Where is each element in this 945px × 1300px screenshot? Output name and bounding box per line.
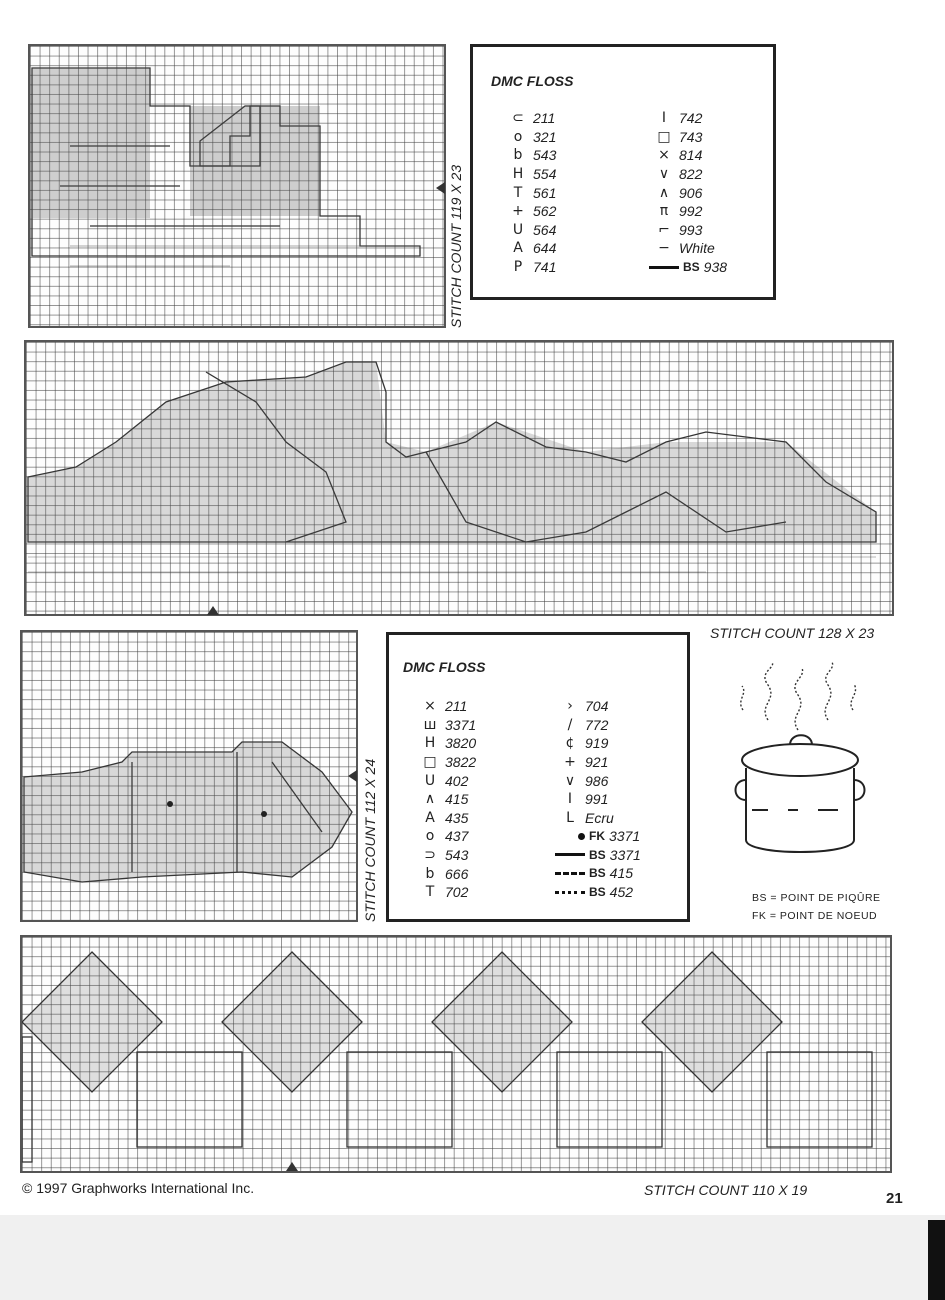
stitch-symbol: ¢	[565, 735, 575, 752]
scan-margin	[0, 1215, 945, 1300]
dmc-floss-legend-1	[470, 44, 776, 300]
legend-bs-column	[649, 258, 774, 277]
backstitch-note: BS = POINT DE PIQÛRE	[752, 892, 881, 904]
stitch-count-chart-1: STITCH COUNT 119 X 23	[448, 164, 464, 328]
legend-row	[649, 183, 749, 202]
stitch-symbol: +	[564, 754, 576, 771]
stitch-symbol: o	[513, 128, 523, 145]
legend-row	[503, 165, 603, 184]
legend-row	[555, 716, 655, 735]
legend-row	[555, 734, 655, 753]
stitch-symbol: I	[661, 110, 667, 127]
dmc-floss-legend-2	[386, 632, 690, 922]
legend-row	[555, 846, 680, 865]
stitch-symbol: □	[657, 128, 671, 145]
floss-code: 402	[445, 772, 469, 789]
floss-code: 993	[679, 221, 703, 238]
stitch-symbol: ›	[567, 698, 573, 715]
center-marker	[348, 770, 357, 782]
stitch-symbol: ×	[424, 698, 436, 715]
floss-code: 906	[679, 184, 703, 201]
floss-code: 452	[609, 884, 634, 901]
chart-4-motif	[22, 937, 894, 1175]
floss-code: 822	[679, 166, 703, 183]
floss-code: 211	[533, 110, 556, 127]
legend-row	[649, 165, 749, 184]
stitch-symbol: −	[658, 240, 670, 257]
floss-code: 938	[703, 259, 728, 276]
floss-code: 644	[533, 240, 557, 257]
stitch-symbol: ⊂	[512, 110, 524, 127]
stitch-count-chart-3: STITCH COUNT 112 X 24	[362, 758, 378, 922]
floss-code: 3371	[609, 828, 641, 845]
floss-code: 437	[445, 828, 469, 845]
stitch-symbol: ∨	[564, 772, 576, 789]
legend-row	[415, 734, 515, 753]
floss-code: 3371	[609, 846, 641, 863]
page-number: 21	[886, 1190, 903, 1207]
legend-row	[503, 221, 603, 240]
legend-right-column	[649, 109, 749, 258]
floss-code: White	[679, 240, 715, 257]
legend-row	[415, 827, 515, 846]
stitch-symbol: A	[513, 240, 523, 257]
stitch-symbol: ∧	[424, 791, 436, 808]
legend-row	[415, 790, 515, 809]
floss-code: 211	[445, 698, 468, 715]
legend-row	[649, 202, 749, 221]
legend-row	[503, 239, 603, 258]
center-marker	[286, 1162, 298, 1171]
floss-code: 991	[585, 791, 609, 808]
legend-row	[415, 809, 515, 828]
backstitch-line-icon	[555, 853, 585, 856]
legend-right-column	[555, 697, 655, 827]
floss-code: 814	[679, 147, 703, 164]
chart-grid-3	[20, 630, 358, 922]
legend-row	[415, 846, 515, 865]
legend-row	[555, 697, 655, 716]
stitch-symbol: o	[425, 828, 435, 845]
stitch-symbol: ∧	[658, 184, 670, 201]
stitch-symbol: π	[659, 203, 669, 220]
legend-left-column	[503, 109, 603, 276]
legend-row	[555, 790, 655, 809]
floss-code: 742	[679, 110, 703, 127]
stitch-type-label: BS	[589, 885, 606, 900]
chart-3-motif	[22, 632, 360, 924]
floss-code: 921	[585, 754, 609, 771]
stitch-symbol: ш	[423, 716, 437, 733]
floss-code: 321	[533, 128, 557, 145]
chart-grid-1	[28, 44, 446, 328]
floss-code: 435	[445, 809, 469, 826]
legend-fk-bs-column	[555, 827, 680, 901]
legend-row	[649, 258, 774, 277]
legend-row	[649, 239, 749, 258]
legend-row	[503, 202, 603, 221]
floss-code: Ecru	[585, 809, 614, 826]
floss-code: 919	[585, 735, 609, 752]
floss-code: 992	[679, 203, 703, 220]
legend-row	[555, 753, 655, 772]
copyright-notice: © 1997 Graphworks International Inc.	[22, 1180, 255, 1196]
floss-code: 743	[679, 128, 703, 145]
stitch-type-label: BS	[589, 866, 606, 881]
floss-code: 986	[585, 772, 609, 789]
floss-code: 543	[445, 847, 469, 864]
legend-row	[415, 697, 515, 716]
floss-code: 415	[445, 791, 469, 808]
stitch-symbol: ⊃	[424, 847, 436, 864]
floss-code: 704	[585, 698, 609, 715]
legend-row	[555, 827, 680, 846]
floss-code: 415	[609, 865, 634, 882]
legend-row	[555, 883, 680, 902]
stitch-symbol: H	[424, 735, 436, 752]
steaming-cooking-pot-icon	[728, 660, 868, 860]
legend-row	[415, 753, 515, 772]
stitch-symbol: b	[425, 865, 435, 882]
stitch-symbol: U	[424, 772, 436, 789]
legend-row	[649, 146, 749, 165]
legend-row	[415, 864, 515, 883]
stitch-symbol: T	[513, 184, 523, 201]
stitch-symbol: L	[566, 809, 574, 826]
floss-code: 666	[445, 865, 469, 882]
floss-code: 3371	[445, 716, 477, 733]
legend-title: DMC FLOSS	[491, 73, 574, 89]
legend-row	[555, 771, 655, 790]
stitch-type-label: BS	[683, 260, 700, 275]
legend-left-column	[415, 697, 515, 902]
backstitch-line-icon	[649, 266, 679, 269]
stitch-type-label: FK	[589, 829, 605, 844]
chart-grid-4	[20, 935, 892, 1173]
stitch-symbol: A	[425, 809, 435, 826]
stitch-symbol: ×	[658, 147, 670, 164]
stitch-type-label: BS	[589, 847, 606, 862]
backstitch-line-icon	[555, 891, 585, 894]
scan-edge	[928, 1220, 945, 1300]
legend-row	[649, 109, 749, 128]
legend-row	[649, 221, 749, 240]
legend-row	[415, 716, 515, 735]
stitch-symbol: I	[567, 791, 573, 808]
chart-2-motif	[26, 342, 896, 618]
legend-row	[555, 864, 680, 883]
chart-1-motif	[30, 46, 448, 330]
stitch-symbol: b	[513, 147, 523, 164]
floss-code: 3820	[445, 735, 477, 752]
floss-code: 741	[533, 259, 557, 276]
floss-code: 3822	[445, 754, 477, 771]
stitch-symbol: ⌐	[658, 221, 670, 238]
french-knot-dot-icon	[555, 833, 585, 840]
center-marker	[436, 182, 445, 194]
floss-code: 562	[533, 203, 557, 220]
stitch-symbol: T	[425, 884, 435, 901]
legend-row	[415, 771, 515, 790]
legend-row	[503, 128, 603, 147]
stitch-symbol: P	[513, 259, 523, 276]
floss-code: 554	[533, 166, 557, 183]
stitch-count-chart-2: STITCH COUNT 128 X 23	[710, 625, 875, 641]
stitch-symbol: +	[512, 203, 524, 220]
floss-code: 564	[533, 221, 557, 238]
stitch-count-chart-4: STITCH COUNT 110 X 19	[644, 1182, 808, 1198]
legend-row	[415, 883, 515, 902]
stitch-symbol: □	[423, 754, 437, 771]
legend-row	[503, 183, 603, 202]
legend-row	[503, 258, 603, 277]
center-marker	[207, 606, 219, 615]
legend-row	[503, 109, 603, 128]
legend-row	[555, 809, 655, 828]
legend-row	[503, 146, 603, 165]
stitch-symbol: H	[512, 166, 524, 183]
legend-title: DMC FLOSS	[403, 659, 486, 675]
french-knot-note: FK = POINT DE NOEUD	[752, 910, 878, 922]
chart-grid-2	[24, 340, 894, 616]
stitch-symbol: ∨	[658, 166, 670, 183]
floss-code: 772	[585, 716, 609, 733]
floss-code: 543	[533, 147, 557, 164]
legend-row	[649, 128, 749, 147]
stitch-symbol: /	[567, 716, 573, 733]
stitch-symbol: U	[512, 221, 524, 238]
floss-code: 702	[445, 884, 469, 901]
floss-code: 561	[533, 184, 557, 201]
backstitch-line-icon	[555, 872, 585, 875]
